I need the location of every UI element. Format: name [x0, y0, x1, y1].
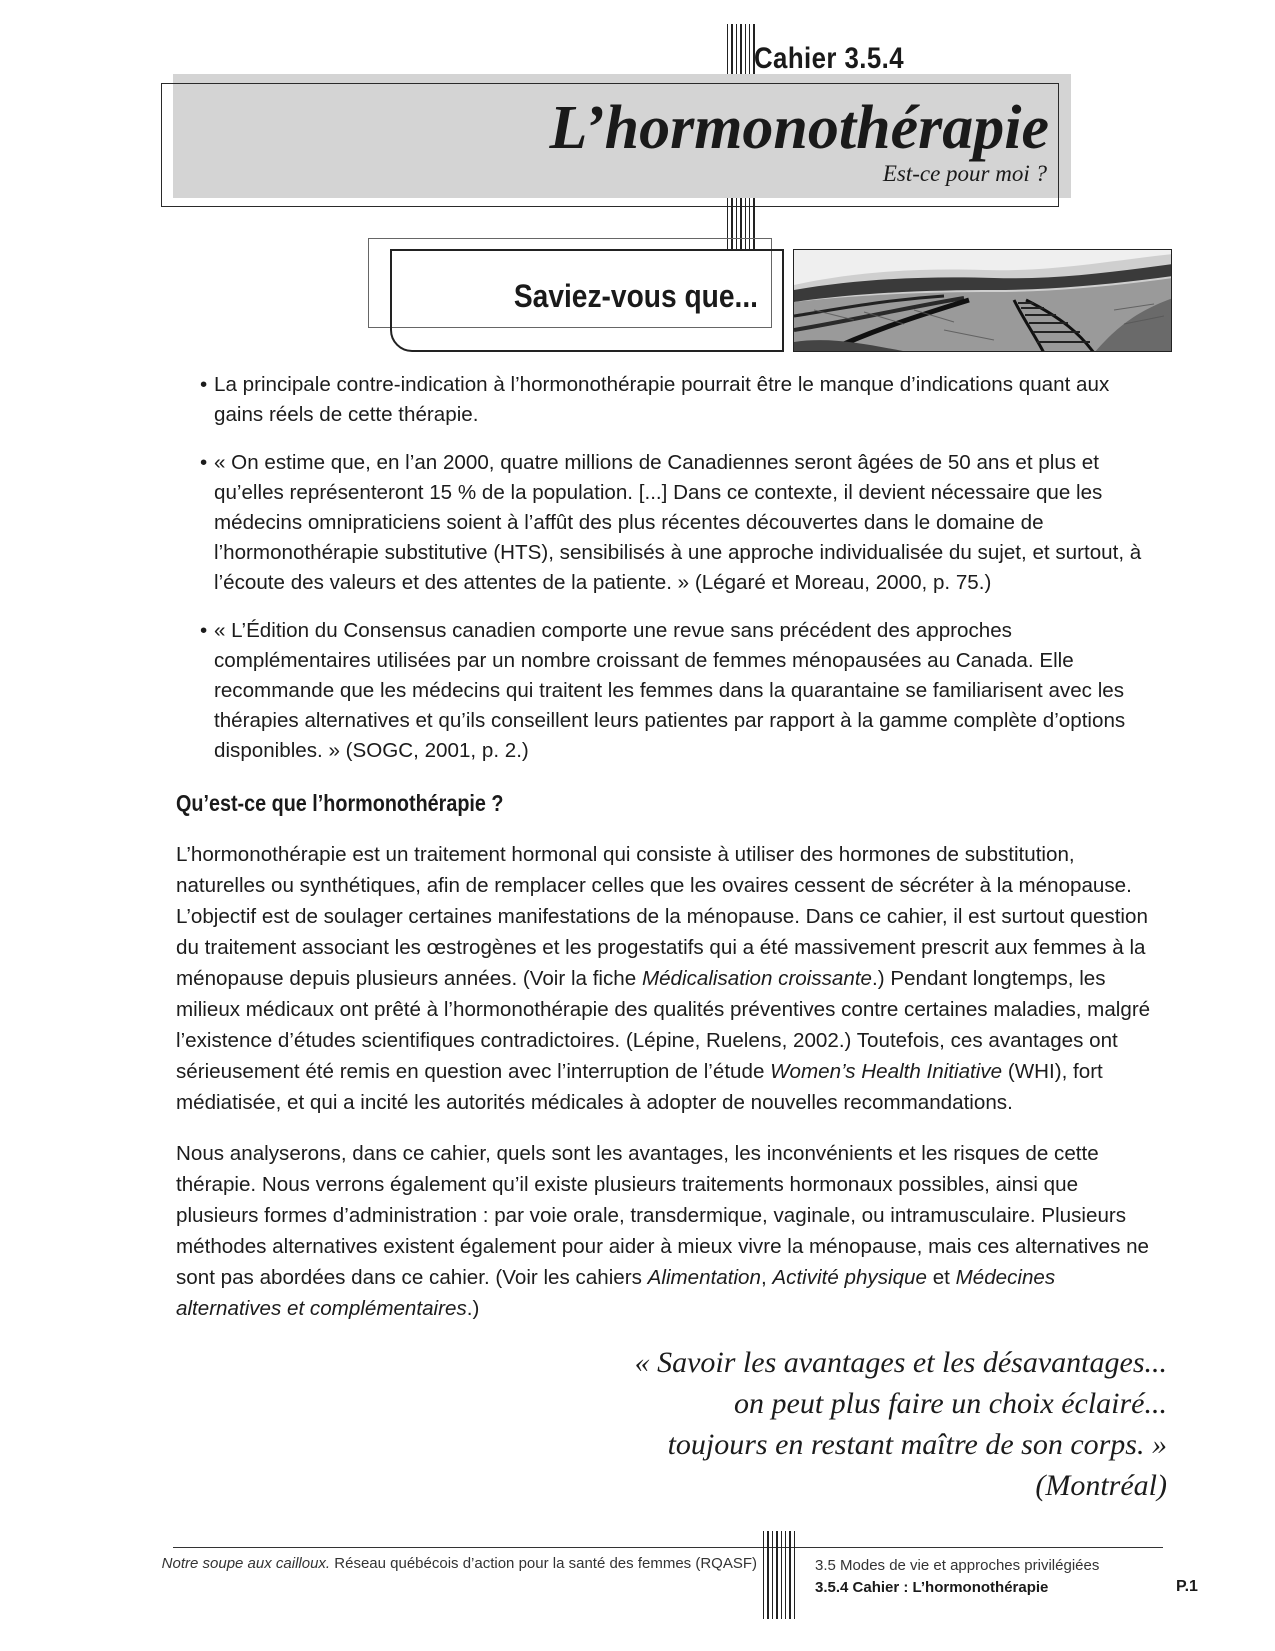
footer-divider: [173, 1547, 1163, 1548]
page-number: P.1: [1176, 1578, 1198, 1595]
reference-cahier: Alimentation: [647, 1266, 761, 1289]
page-title: L’hormonothérapie: [549, 94, 1049, 162]
quote-source: (Montréal): [1035, 1469, 1167, 1502]
fact-item: • « L’Édition du Consensus canadien comporte une revue sans précédent des approches complémentaires utilisées par un nombre croissant de femmes ménopausées au Canada. Elle recommande que les médecins qui traitent les femmes dans la quarantaine se familiarisent avec les thérapies alternatives et qu’ils conseillent leurs patientes par rapport à la gamme complète d’options disponibles. » (SOGC, 2001, p. 2.): [200, 616, 1160, 766]
cahier-number: Cahier 3.5.4: [754, 42, 905, 75]
reference-fiche: Médicalisation croissante: [641, 967, 873, 990]
paragraph-overview: Nous analyserons, dans ce cahier, quels sont les avantages, les inconvénients et les risques de cette thérapie. Nous verrons également qu’il existe plusieurs traitements hormonaux possibles, ainsi que plusieurs formes d’administration : par voie orale, transdermique, vaginale, ou intramusculaire. Plusieurs méthodes alternatives existent également pour aider à mieux vivre la ménopause, mais ces alternatives ne sont pas abordées dans ce cahier. (Voir les cahiers Alimentation, Activité physique et Médecines alternatives et complémentaires.): [176, 1142, 1149, 1320]
quote-line: « Savoir les avantages et les désavantages...: [634, 1346, 1167, 1379]
reference-cahier: Activité physique: [772, 1266, 927, 1289]
sketch-railroad-image: [793, 249, 1172, 352]
sketch-railroad-drawing: [794, 250, 1172, 352]
barcode-ornament-top: [727, 24, 755, 74]
quote-line: toujours en restant maître de son corps. »: [667, 1428, 1167, 1461]
fact-item: • La principale contre-indication à l’hormonothérapie pourrait être le manque d’indications quant aux gains réels de cette thérapie.: [200, 370, 1160, 430]
reference-study: Women’s Health Initiative: [770, 1060, 1003, 1083]
footer-cahier-line: 3.5.4 Cahier : L’hormonothérapie: [815, 1579, 1049, 1596]
footer-section-line: 3.5 Modes de vie et approches privilégiées: [815, 1557, 1100, 1574]
fact-list: [200, 370, 1160, 784]
footer-section-info: [815, 1555, 1099, 1599]
reference-cahier: Médecines alternatives et complémentaires: [176, 1266, 1056, 1320]
barcode-ornament-footer: [763, 1531, 795, 1619]
paragraph-definition: L’hormonothérapie est un traitement hormonal qui consiste à utiliser des hormones de substitution, naturelles ou synthétiques, afin de remplacer celles que les ovaires cessent de sécréter à la ménopause. L’objectif est de soulager certaines manifestations de la ménopause. Dans ce cahier, il est surtout question du traitement associant les œstrogènes et les progestatifs qui a été massivement prescrit aux femmes à la ménopause depuis plusieurs années. (Voir la fiche Médicalisation croissante.) Pendant longtemps, les milieux médicaux ont prêté à l’hormonothérapie des qualités préventives contre certaines maladies, malgré l’existence d’études scientifiques contradictoires. (Lépine, Ruelens, 2002.) Toutefois, ces avantages ont sérieusement été remis en question avec l’interruption de l’étude Women’s Health Initiative (WHI), fort médiatisée, et qui a incité les autorités médicales à adopter de nouvelles recommandations.: [176, 843, 1151, 1114]
page-subtitle: Est-ce pour moi ?: [882, 161, 1047, 186]
fact-item: • « On estime que, en l’an 2000, quatre millions de Canadiennes seront âgées de 50 ans et plus et qu’elles représenteront 15 % de la population. [...] Dans ce contexte, il devient nécessaire que les médecins omnipraticiens soient à l’affût des plus récentes découvertes dans le domaine de l’hormonothérapie substitutive (HTS), sensibilisés à une approche individualisée du sujet, et surtout, à l’écoute des valeurs et des attentes de la patiente. » (Légaré et Moreau, 2000, p. 75.): [200, 448, 1160, 598]
quote-line: on peut plus faire un choix éclairé...: [734, 1387, 1167, 1420]
footer-publication: Notre soupe aux cailloux. Réseau québécois d’action pour la santé des femmes (RQASF): [161, 1555, 757, 1572]
testimonial-quote: [635, 1342, 1167, 1506]
section-heading: Qu’est-ce que l’hormonothérapie ?: [176, 790, 504, 816]
callout-title: Saviez-vous que...: [513, 278, 758, 314]
